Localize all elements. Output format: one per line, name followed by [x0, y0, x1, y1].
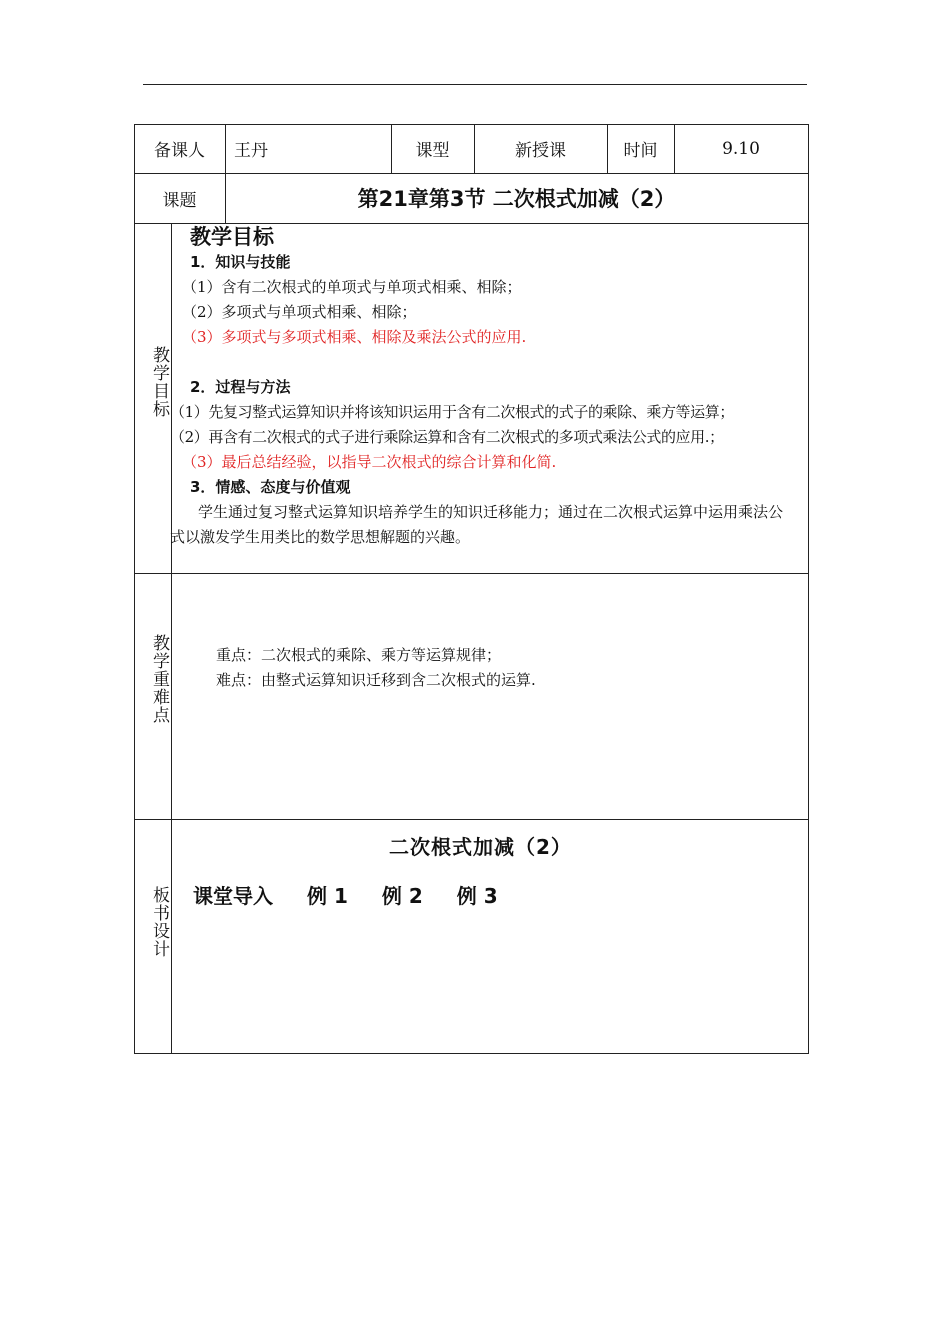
row-divider [134, 819, 809, 820]
preparer-label: 备课人 [154, 141, 205, 161]
objectives-label: 教学目标 [149, 346, 169, 418]
objectives-content [170, 224, 806, 550]
section-title: 1．知识与技能 [190, 253, 291, 271]
board-item: 例 1 [307, 884, 348, 908]
list-item: （3）最后总结经验，以指导二次根式的综合计算和化简. [182, 453, 557, 471]
key-points-label: 教学重难点 [149, 634, 169, 724]
key-points-content [216, 643, 806, 693]
board-items [193, 880, 532, 909]
list-item: （1）先复习整式运算知识并将该知识运用于含有二次根式的式子的乘除、乘方等运算； [170, 403, 734, 421]
table-border-bottom [134, 1053, 809, 1054]
section-title: 3．情感、态度与价值观 [190, 478, 351, 496]
board-item: 例 2 [381, 884, 423, 908]
board-design-label: 板书设计 [149, 886, 169, 958]
board-item: 例 3 [456, 884, 498, 908]
difficult-point: 难点：由整式运算知识迁移到含二次根式的运算. [216, 671, 536, 689]
board-title: 二次根式加减（2） [389, 835, 572, 859]
page-header-rule [143, 84, 807, 85]
key-point: 重点：二次根式的乘除、乘方等运算规律； [216, 646, 502, 664]
lesson-type-label: 课型 [415, 141, 450, 161]
topic-label: 课题 [162, 190, 197, 211]
row-divider [134, 573, 809, 574]
list-item: （3）多项式与多项式相乘、相除及乘法公式的应用. [182, 328, 527, 346]
list-item: （2）再含有二次根式的式子进行乘除运算和含有二次根式的多项式乘法公式的应用.； [170, 428, 724, 446]
time-label: 时间 [623, 141, 658, 161]
lesson-plan-table [134, 124, 809, 1054]
time-value: 9.10 [722, 138, 760, 159]
preparer-name: 王丹 [234, 141, 268, 161]
list-item: （2）多项式与单项式相乘、相除； [182, 303, 417, 321]
lesson-type-value: 新授课 [515, 141, 566, 161]
board-item: 课堂导入 [193, 884, 273, 908]
col-divider [171, 223, 172, 1053]
paragraph: 学生通过复习整式运算知识培养学生的知识迁移能力；通过在二次根式运算中运用乘法公式以激发学生用类比的数学思想解题的兴趣。 [170, 503, 784, 546]
table-border-right [808, 124, 809, 1054]
lesson-title: 第21章第3节 二次根式加减（2） [357, 187, 676, 211]
section-title: 2．过程与方法 [190, 378, 291, 396]
list-item: （1）含有二次根式的单项式与单项式相乘、相除； [182, 278, 522, 296]
objectives-heading: 教学目标 [190, 225, 274, 249]
